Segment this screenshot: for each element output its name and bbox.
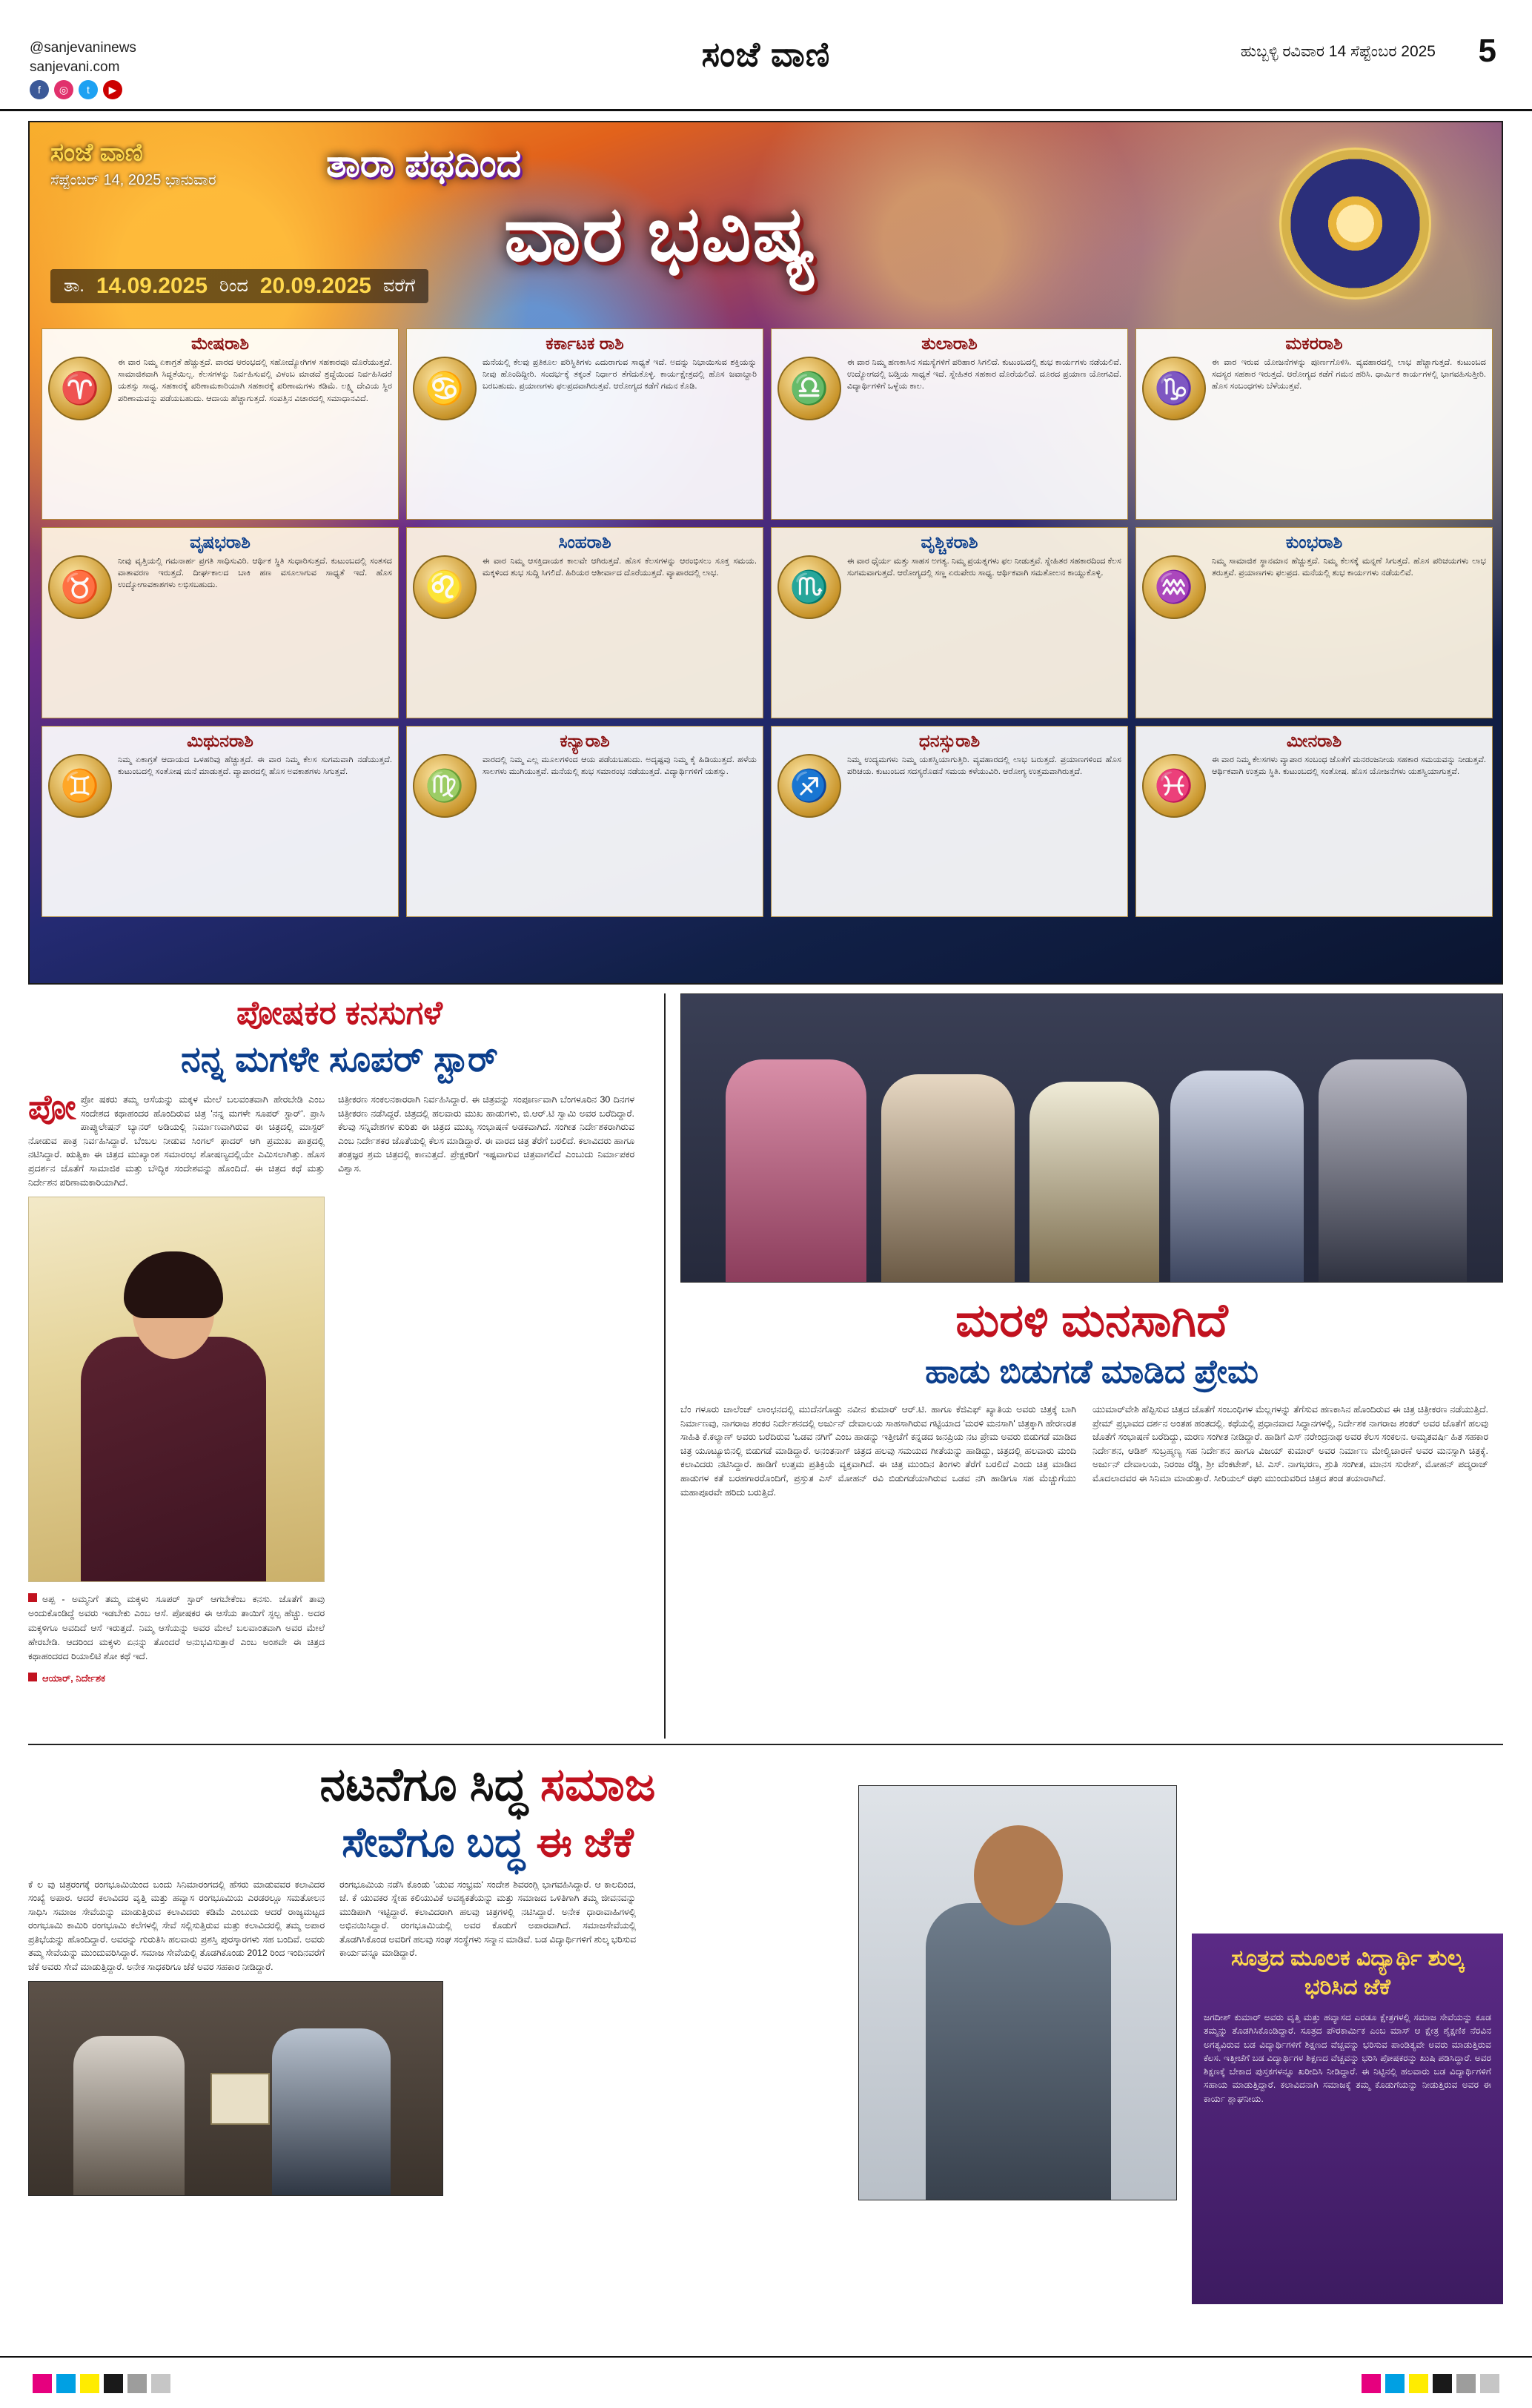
article-cinema: [28, 993, 651, 1739]
zodiac-name: ವೃಶ್ಚಿಕರಾಶಿ: [921, 532, 978, 552]
drop-cap: ಪೋ: [28, 1088, 76, 1126]
sagittarius-icon: ♐: [777, 754, 841, 818]
zodiac-name: ಧನಸ್ಸುರಾಶಿ: [918, 731, 981, 750]
portrait-head: [974, 1825, 1063, 1925]
zodiac-card-kumbha: [1135, 527, 1493, 718]
pullquote-text: ಅಪ್ಪ - ಅಮ್ಮನಿಗೆ ತಮ್ಮ ಮಕ್ಕಳು ಸೂಪರ್ ಸ್ಟಾರ್ ಆಗಬೇಕೆಂಬ ಕನಸು. ಜೊತೆಗೆ ತಾವು ಅಂದುಕೊಂಡಿದ್ದೆ ಅವರು ಇಡಬೇಕು ಎಂಬ ಆಸೆ. ಪೋಷಕರ ಈ ಆಸೆಯ ತಾಯಿಗೆ ಸ್ಫಲ್ಪ ಹೆಚ್ಚು. ಅದರ ಮಕ್ಕಳಿಗೂ ಅವದಿದೆ ಆಸೆ ಇರುತ್ತದೆ. ನಿಮ್ಮ ಆಸೆಯನ್ನು ಅವರ ಮೇಲೆ ಬಲವಾಂತವಾಗಿ ಅವರ ಮೇಲೆ ಹೇರಬೇಡಿ. ಆದರಿಂದ ಮಕ್ಕಳು ಏನನ್ನು ತೊಂದರೆ ಅನುಭವಿಸುತ್ತಾರೆ ಎಂಬ ಅಂಶವೇ ಈ ಚಿತ್ರದ ಕಥಾಹಂದರದ ರಿಯಾಲಿಟಿ ಶೋ ಕಥೆ ಇದೆ.: [28, 1594, 325, 1662]
pisces-icon: ♓: [1142, 754, 1206, 818]
zodiac-card-dhanassu: [771, 726, 1128, 917]
zodiac-name: ಕುಂಭರಾಶಿ: [1285, 532, 1343, 552]
facebook-icon[interactable]: f: [30, 80, 49, 99]
zodiac-card-mithuna: [42, 726, 399, 917]
color-swatches-right: [1362, 2374, 1499, 2393]
color-swatches-left: [33, 2374, 170, 2393]
zodiac-text: ನಿಮ್ಮ ಸಾಮಾಜಿಕ ಸ್ಥಾನಮಾನ ಹೆಚ್ಚುತ್ತದೆ. ನಿಮ್ಮ ಕೆಲಸಕ್ಕೆ ಮನ್ನಣೆ ಸಿಗುತ್ತದೆ. ಹೊಸ ಪರಿಚಯಗಳು ಲಾಭ ತರುತ್ತವೆ. ಪ್ರಯಾಣಗಳು ಫಲಪ್ರದ. ಮನೆಯಲ್ಲಿ ಶುಭ ಕಾರ್ಯಗಳು ನಡೆಯಲಿವೆ.: [1212, 557, 1486, 578]
zodiac-card-kanya: [406, 726, 763, 917]
social-handle: @sanjevaninews: [30, 40, 136, 56]
zodiac-text: ಈ ವಾರ ನಿಮ್ಮ ಆಸಕ್ತಿದಾಯಕ ಕಾಲವೇ ಆಗಿರುತ್ತದೆ. ಹೊಸ ಕೆಲಸಗಳನ್ನು ಆರಂಭಿಸಲು ಸೂಕ್ತ ಸಮಯ. ಮಕ್ಕಳಿಂದ ಶುಭ ಸುದ್ದಿ ಸಿಗಲಿದೆ. ಹಿರಿಯರ ಆಶೀರ್ವಾದ ದೊರೆಯುತ್ತದೆ. ವ್ಯಾಪಾರದಲ್ಲಿ ಲಾಭ.: [483, 557, 757, 578]
zodiac-name: ಮೀನರಾಶಿ: [1286, 731, 1342, 750]
youtube-icon[interactable]: ▶: [103, 80, 122, 99]
swatch-gray: [127, 2374, 147, 2393]
zodiac-name: ಸಿಂಹರಾಶಿ: [558, 532, 611, 552]
photo-subject-hair: [124, 1251, 223, 1318]
swatch-cyan: [56, 2374, 76, 2393]
aquarius-icon: ♒: [1142, 555, 1206, 619]
zodiac-text: ಈ ವಾರ ಧೈರ್ಯ ಮತ್ತು ಸಾಹಸ ಅಗತ್ಯ. ನಿಮ್ಮ ಪ್ರಯತ್ನಗಳು ಫಲ ನೀಡುತ್ತವೆ. ಸ್ನೇಹಿತರ ಸಹಕಾರದಿಂದ ಕೆಲಸ ಸುಗಮವಾಗುತ್ತದೆ. ಆರೋಗ್ಯದಲ್ಲಿ ಸಣ್ಣ ಏರುಪೇರು ಸಾಧ್ಯ. ಆರ್ಥಿಕವಾಗಿ ಸಮತೋಲನ ಕಾಯ್ದುಕೊಳ್ಳಿ.: [847, 557, 1121, 578]
swatch-magenta: [1362, 2374, 1381, 2393]
zodiac-name: ಕರ್ಕಾಟಕ ರಾಶಿ: [546, 334, 624, 353]
photo-person-left: [73, 2036, 185, 2195]
aries-icon: ♈: [48, 357, 112, 420]
swatch-magenta: [33, 2374, 52, 2393]
zodiac-card-vrushabha: [42, 527, 399, 718]
zodiac-card-simha: [406, 527, 763, 718]
credit-text: ಆಯಾರ್, ನಿರ್ದೇಶಕ: [42, 1673, 106, 1684]
zodiac-text: ನಿಮ್ಮ ಉದ್ಯಮಗಳು ನಿಮ್ಮ ಯಶಸ್ವಿಯಾಗುತ್ತಿರಿ. ವ್ಯವಹಾರದಲ್ಲಿ ಲಾಭ ಬರುತ್ತದೆ. ಪ್ರಯಾಣಗಳಿಂದ ಹೊಸ ಪರಿಚಯ. ಕುಟುಂಬದ ಸದಸ್ಯರೊಡನೆ ಸಮಯ ಕಳೆಯುವಿರಿ. ಆರೋಗ್ಯ ಉತ್ತಮವಾಗಿರುತ್ತದೆ.: [847, 755, 1121, 777]
actor-headline-line1: [28, 1759, 947, 1812]
gemini-icon: ♊: [48, 754, 112, 818]
twitter-icon[interactable]: t: [79, 80, 98, 99]
article-pullquote: [28, 1592, 325, 1664]
zodiac-card-meena: [1135, 726, 1493, 917]
photo-person-right: [272, 2028, 391, 2195]
photo-person-3: [1029, 1082, 1159, 1282]
masthead-title: ಸಂಜೆ ವಾಣಿ: [701, 35, 831, 73]
bottom-section: [28, 1756, 1503, 2312]
swatch-yellow: [80, 2374, 99, 2393]
portrait-body: [926, 1903, 1111, 2200]
horoscope-logo-date: ಸೆಪ್ಟೆಂಬರ್ 14, 2025 ಭಾನುವಾರ: [50, 172, 216, 188]
sidebar-headline: ಸೂತ್ರದ ಮೂಲಕ ವಿದ್ಯಾರ್ಥಿ ಶುಲ್ಕ ಭರಿಸಿದ ಜೆಕೆ: [1231, 1946, 1464, 2000]
scorpio-icon: ♏: [777, 555, 841, 619]
range-to: 20.09.2025: [259, 274, 371, 298]
zodiac-text: ನೀವು ವೃತ್ತಿಯಲ್ಲಿ ಗಮನಾರ್ಹ ಪ್ರಗತಿ ಸಾಧಿಸುವಿರಿ. ಆರ್ಥಿಕ ಸ್ಥಿತಿ ಸುಧಾರಿಸುತ್ತದೆ. ಕುಟುಂಬದಲ್ಲಿ ಸಂತಸದ ವಾತಾವರಣ ಇರುತ್ತದೆ. ದೀರ್ಘಕಾಲದ ಬಾಕಿ ಹಣ ವಸೂಲಾಗುವ ಸಾಧ್ಯತೆ ಇದೆ. ಹೊಸ ಉದ್ಯೋಗಾವಕಾಶಗಳು ಲಭಿಸಬಹುದು.: [118, 557, 392, 590]
swatch-yellow: [1409, 2374, 1428, 2393]
zodiac-card-tula: [771, 328, 1128, 520]
zodiac-text: ವಾರದಲ್ಲಿ ನಿಮ್ಮ ಎಲ್ಲ ಮೂಲಗಳಿಂದ ಆಯ ಪಡೆಯಬಹುದು. ಅದೃಷ್ಟವು ನಿಮ್ಮ ಕೈ ಹಿಡಿಯುತ್ತದೆ. ಹಳೆಯ ಸಾಲಗಳು ಮುಗಿಯುತ್ತವೆ. ಮನೆಯಲ್ಲಿ ಶುಭ ಸಮಾರಂಭ ನಡೆಯುತ್ತದೆ. ವಿದ್ಯಾರ್ಥಿಗಳಿಗೆ ಯಶಸ್ಸು.: [483, 755, 757, 777]
zodiac-text: ನಿಮ್ಮ ಏಕಾಗ್ರತೆ ಆದಾಯದ ಒಳಹರಿವು ಹೆಚ್ಚುತ್ತದೆ. ಈ ವಾರ ನಿಮ್ಮ ಕೆಲಸ ಸುಗಮವಾಗಿ ನಡೆಯುತ್ತದೆ. ಕುಟುಂಬದಲ್ಲಿ ಸಂತೋಷ ಮನೆ ಮಾಡುತ್ತದೆ. ವ್ಯಾಪಾರದಲ್ಲಿ ಹೊಸ ಅವಕಾಶಗಳು ಸಿಗುತ್ತವೆ.: [118, 755, 392, 777]
swatch-black: [1433, 2374, 1452, 2393]
headline-part-red: ಸಮಾಜ: [540, 1759, 656, 1810]
music-column-1: ಬೆಂ ಗಳೂರು ಚಾಲೆಂಜ್ ಲಾಂಛನದಲ್ಲಿ ಮುದೆನಗೊಡ್ಡು ನವೀನ ಕುಮಾರ್ ಆರ್.ಟಿ. ಹಾಗೂ ಕೆಜಿಎಫ್ ಖ್ಯಾತಿಯ ಅವರು ಚಿತ್ರಕ್ಕೆ ಬಾಗಿ ನಿರ್ಮಾಣವು, ನಾಗರಾಜ ಶಂಕರ ನಿರ್ದೇಶನದಲ್ಲಿ ಅರ್ಜುನ್ ದೇವಾಲಯ ಸಾಹಸಾಗಿರುವ ಗಟ್ಟಿಯಾದ 'ಮರಳಿ ಮನಸಾಗಿ' ಚಿತ್ರಕ್ಕಾಗಿ ಹೇರಣರತ ಸಾಹಿತಿ ಕೆ.ಕಲ್ಯಾಣ್ ಅವರು ಬರೆದಿರುವ 'ಒಡವ ನಗಿಗೆ' ಎಂಬ ಹಾಡನ್ನು ಇತ್ತೀಚೆಗೆ ಕನ್ನಡದ ಜನಪ್ರಿಯ ನಟ ಪ್ರೇಮ ಅವರು ಬಿಡುಗಡೆ ಮಾಡಿದ ಚಿತ್ರ ಯೂಟ್ಯೂಬಿನಲ್ಲಿ ಬಿಡುಗಡೆ ಮಾಡಿದ್ದಾರೆ. ಅನಂತನಾಗ್ ಚಿತ್ರದ ಹಲವು ಸಮಯದ ಗೀತೆಯನ್ನು ಹಾಡಿದ್ದು, ಚಿತ್ರದಲ್ಲಿ ಹಲವಾರು ಮಂದಿ ಕಲಾವಿದರು ನಟಿಸಿದ್ದಾರೆ. ಹಾಡಿಗೆ ಉತ್ತಮ ಪ್ರತಿಕ್ರಿಯೆ ವ್ಯಕ್ತವಾಗಿದೆ. ಈ ಚಿತ್ರ ಮುಂದಿನ ತಿಂಗಳು ತೆರೆಗೆ ಬರಲಿದೆ ಎಂದು ಚಿತ್ರ ಮಾಡಿದ ಹಾಡುಗಳ ಕತೆ ಬರಹಗಾರರೊಂದಿಗೆ, ಪ್ರಸ್ತುತ ಎಸ್ ಮೋಹನ್ ರವಿ ಬಿಡುಗಡೆಯಾಗಿರುವ ಒಡವ ನಗಿ ಹಾಡಿಗೂ ಸಹ ಮೆಚ್ಚುಗೆಯು ಮಹಾಪೂರವೇ ಹರಿದು ಬರುತ್ತಿದೆ.: [680, 1404, 1076, 1498]
section-divider: [28, 1744, 1503, 1745]
horoscope-title: ವಾರ ಭವಿಷ್ಯ: [504, 191, 818, 277]
actor-column-1: [28, 1878, 325, 2196]
zodiac-row: [42, 328, 1493, 520]
actor-portrait-photo: [858, 1785, 1177, 2200]
swatch-cyan: [1385, 2374, 1405, 2393]
music-column-2: ಯುಮಾರ್‌ವೇಶಿ ಹೆಪ್ಪಿಸುವ ಚಿತ್ರದ ಜೊತೆಗೆ ಸಂಬಂಧಿಗಳ ಮೆಲ್ಲಗಳನ್ನು ತೆಗೆಸುವ ಹಣಕಾಸಿನ ಹೊಂದಿರುವ ಈ ಚಿತ್ರ ಚಿತ್ರೀಕರಣ ನಡೆಯುತ್ತಿದೆ. ಪ್ರೇಮ್ ಪ್ರಭಾವದ ದರ್ಶನ ಅಂತಹ ಹಂತದಲ್ಲಿ. ಕಥೆಯಲ್ಲಿ ಪ್ರಧಾನವಾದ ಸಿದ್ಧಾನಗಳಲ್ಲಿ, ನಿರ್ದೇಶಕ ನಾಗರಾಜ ಶಂಕರ್ ಅವರ ಜೊತೆಗೆ ಹಲವು ಜೊತೆಗೆ ಸಂಭಾಷಣೆ ಬರೆದಿದ್ದು, ಮರಣ ಸಂಗೀತ ನೀಡಿದ್ದಾರೆ. ಹಾಡಿಗೆ ಎಸ್ ನರೇಂದ್ರನಾಥ ಅವರ ಕೆಲಸ ಸಂಕಲನ. ಅಮೃತವರ್ಷಿ ಹಿತ ಸಹಕಾರ ನಿರ್ದೇಶನ, ಆಡಿಶ್ ಸುಬ್ರಹ್ಮಣ್ಯ ಸಹ ನಿರ್ದೇಶನ ಹಾಗೂ ವಿಜಯ್ ಕುಮಾರ್ ಅವರ ನಿರ್ಮಾಣ ಮೇಲ್ವಿಚಾರಣೆ ಅವರ ಮನಸ್ಸಾಗಿ ಚಿತ್ರಕ್ಕೆ. ಅರ್ಜುನ್ ದೇವಾಲಯ, ನಿರಂಜ ರೆಡ್ಡಿ, ಶ್ರೀ ವೆಂಕಟೇಶ್, ಟಿ. ಎಸ್. ನಾಗಭರಣ, ಶ್ರುತಿ ಸಂಗೀತ, ಮಾನಸ ಸುರೇಶ್, ಮೋಹನ್ ಪದ್ಮರಾಜ್ ಮೊದಲಾದವರ ಈ ಸಿನಿಮಾ ಮಾಡುತ್ತಾರೆ. ಸೀರಿಯಲ್ ರಘು ಮುಂದುವರಿದ ಚಿತ್ರದ ತಂಡ ತಯಾರಾಗಿದೆ.: [1092, 1404, 1488, 1484]
horoscope-banner: [30, 122, 1502, 321]
zodiac-name: ತುಲಾರಾಶಿ: [921, 334, 978, 353]
article-headline: ನನ್ನ ಮಗಳೇ ಸೂಪರ್ ಸ್ಟಾರ್: [181, 1040, 498, 1079]
zodiac-name: ಮಕರರಾಶಿ: [1285, 334, 1343, 353]
page-number: 5: [1478, 33, 1496, 69]
article-credit: [28, 1671, 325, 1686]
headline-part-black: ನಟನೆಗೂ ಸಿದ್ಧ: [319, 1759, 528, 1810]
horoscope-date-range: [50, 269, 428, 303]
photo-person-2: [881, 1074, 1015, 1282]
cancer-icon: ♋: [413, 357, 477, 420]
newspaper-logo: [702, 34, 831, 76]
horoscope-logo-block: [50, 139, 216, 189]
headline-part-red2: ಈ ಜೆಕೆ: [536, 1819, 634, 1865]
zodiac-card-mesha: [42, 328, 399, 520]
zodiac-wheel-icon: [1279, 148, 1431, 300]
actor-photo-award: [28, 1981, 443, 2196]
article-kicker: ಪೋಷಕರ ಕನಸುಗಳೆ: [236, 995, 443, 1031]
headline-part-blue: ಸೇವೆಗೂ ಬದ್ಧ: [342, 1819, 525, 1865]
range-end: ವರೆಗೆ: [383, 276, 416, 296]
swatch-lightgray: [1480, 2374, 1499, 2393]
range-label-ta: ತಾ.: [64, 276, 84, 296]
zodiac-card-vrushchika: [771, 527, 1128, 718]
swatch-lightgray: [151, 2374, 170, 2393]
virgo-icon: ♍: [413, 754, 477, 818]
zodiac-card-karkataka: [406, 328, 763, 520]
zodiac-name: ಮಿಥುನರಾಶಿ: [187, 731, 253, 750]
bullet-square-icon: [28, 1673, 37, 1681]
capricorn-icon: ♑: [1142, 357, 1206, 420]
zodiac-text: ಈ ವಾರ ನಿಮ್ಮ ಹಣಕಾಸಿನ ಸಮಸ್ಯೆಗಳಿಗೆ ಪರಿಹಾರ ಸಿಗಲಿದೆ. ಕುಟುಂಬದಲ್ಲಿ ಶುಭ ಕಾರ್ಯಗಳು ನಡೆಯಲಿವೆ. ಉದ್ಯೋಗದಲ್ಲಿ ಬಡ್ತಿಯ ಸಾಧ್ಯತೆ ಇದೆ. ಸ್ನೇಹಿತರ ಸಹಕಾರ ದೊರೆಯಲಿದೆ. ದೂರದ ಪ್ರಯಾಣ ಯೋಗವಿದೆ. ವಿದ್ಯಾರ್ಥಿಗಳಿಗೆ ಒಳ್ಳೆಯ ಕಾಲ.: [847, 358, 1121, 391]
actor-column-2: ರಂಗಭೂಮಿಯ ನಡೆಸಿ ಕೊಂಡು 'ಯುವ ಸಂಭ್ರಮ' ಸಂದೇಶ ಶಿವರಂಗ್ಲಿ ಭಾಗವಹಿಸಿದ್ದಾರೆ. ಆ ಕಾಲದಿಂದ, ಜೆ. ಕೆ ಯುವಕರ ಸ್ನೇಹ ಕಲಿಯುವಿಕೆ ಅವಶ್ಯಕತೆಯನ್ನು ಮತ್ತು ಸಮಾಜದ ಒಳಿತಿಗಾಗಿ ತಮ್ಮ ಜೀವನವನ್ನು ಮುಡಿಪಾಗಿ ಇಟ್ಟಿದ್ದಾರೆ. ಕಲಾವಿದರಾಗಿ ಹಲವು ಚಿತ್ರಗಳಲ್ಲಿ ನಟಿಸಿದ್ದಾರೆ. ಅನೇಕ ಧಾರಾವಾಹಿಗಳಲ್ಲಿ ಅಭಿನಯಿಸಿದ್ದಾರೆ. ರಂಗಭೂಮಿಯಲ್ಲಿ ಅವರ ಕೊಡುಗೆ ಅಪಾರವಾಗಿದೆ. ಸಮಾಜಸೇವೆಯಲ್ಲಿ ತೊಡಗಿಸಿಕೊಂಡ ಅವರಿಗೆ ಹಲವು ಸಂಘ ಸಂಸ್ಥೆಗಳು ಸನ್ಮಾನ ಮಾಡಿವೆ. ಬಡ ವಿದ್ಯಾರ್ಥಿಗಳಿಗೆ ಶುಲ್ಕ ಭರಿಸುವ ಕಾರ್ಯವನ್ನೂ ಮಾಡಿದ್ದಾರೆ.: [339, 1879, 636, 1959]
horoscope-logo: ಸಂಜೆ ವಾಣಿ: [50, 139, 143, 167]
masthead: [0, 0, 1532, 111]
zodiac-text: ಮನೆಯಲ್ಲಿ ಕೆಲವು ಪ್ರತಿಕೂಲ ಪರಿಸ್ಥಿತಿಗಳು ಎದುರಾಗುವ ಸಾಧ್ಯತೆ ಇದೆ. ಅದನ್ನು ನಿಭಾಯಿಸುವ ಶಕ್ತಿಯನ್ನು ನೀವು ಹೊಂದಿದ್ದೀರಿ. ಸಂದರ್ಭಕ್ಕೆ ತಕ್ಕಂತೆ ನಿರ್ಧಾರ ತೆಗೆದುಕೊಳ್ಳಿ. ಕಾರ್ಯಕ್ಷೇತ್ರದಲ್ಲಿ ಹೊಸ ಜವಾಬ್ದಾರಿ ಬರಬಹುದು. ಪ್ರಯಾಣಗಳು ಫಲಪ್ರದವಾಗಿರುತ್ತವೆ. ಆರೋಗ್ಯದ ಕಡೆಗೆ ಗಮನ ಕೊಡಿ.: [483, 358, 757, 391]
article-column-2: ಚಿತ್ರೀಕರಣ ಸಂಕಲನಕಾರರಾಗಿ ನಿರ್ವಹಿಸಿದ್ದಾರೆ. ಈ ಚಿತ್ರವನ್ನು ಸಂಪೂರ್ಣವಾಗಿ ಬೆಂಗಳೂರಿನ 30 ದಿನಗಳ ಚಿತ್ರೀಕರಣ ನಡೆಸಿದ್ದರೆ. ಚಿತ್ರದಲ್ಲಿ ಹಲವಾರು ಮುಖ ಹಾಡುಗಳು, ಬಿ.ಆರ್.ಟಿ ಸ್ವಾಮಿ ಅವರ ಬರೆದಿದ್ದಾರೆ. ಕೆಲವು ಸನ್ನಿವೇಶಗಳ ಕುರಿತು ಈ ಚಿತ್ರದ ಮುಖ್ಯ ಸಂಭಾಷಣೆ ಅಡಕವಾಗಿದೆ. ಸಂಗೀತ ನಿರ್ದೇಶಕರಾಗಿರುವ ಎಂಬ ನಿರ್ದೇಶಕರ ಜೊತೆಯಲ್ಲಿ ಕೆಲಸ ಮಾಡಿದ್ದಾರೆ. ಈ ವಾರದ ಚಿತ್ರ ತೆರೆಗೆ ಬರಲಿದೆ. ಕಲಾವಿದರು ಹಾಗೂ ತಂತ್ರಜ್ಞರ ಶ್ರಮ ಚಿತ್ರದಲ್ಲಿ ಕಾಣುತ್ತದೆ. ಪ್ರೇಕ್ಷಕರಿಗೆ ಇಷ್ಟವಾಗುವ ಚಿತ್ರವಾಗಲಿದೆ ಎಂಬುದು ನಿರ್ಮಾಪಕರ ವಿಶ್ವಾಸ.: [338, 1094, 634, 1174]
taurus-icon: ♉: [48, 555, 112, 619]
social-handle-block: [30, 39, 136, 76]
photo-subject-body: [81, 1337, 266, 1581]
photo-certificate: [210, 2073, 270, 2125]
horoscope-section: [28, 121, 1503, 985]
zodiac-sign-grid: [42, 328, 1493, 924]
zodiac-text: ಈ ವಾರ ನಿಮ್ಮ ಕೆಲಸಗಳು ವ್ಯಾಪಾರ ಸಂಬಂಧ ಜೊತೆಗೆ ಮನರಂಜನೀಯ ಸಹಕಾರ ಸಮಯವನ್ನು ನೀಡುತ್ತವೆ. ಆರ್ಥಿಕವಾಗಿ ಉತ್ತಮ ಸ್ಥಿತಿ. ಕುಟುಂಬದಲ್ಲಿ ಸಂತೋಷ. ಹೊಸ ಯೋಜನೆಗಳು ಯಶಸ್ವಿಯಾಗುತ್ತವೆ.: [1212, 755, 1486, 777]
horoscope-kicker: ತಾರಾ ಪಥದಿಂದ: [326, 142, 522, 185]
libra-icon: ♎: [777, 357, 841, 420]
zodiac-text: ಈ ವಾರ ಇರುವ ಯೋಜನೆಗಳನ್ನು ಪೂರ್ಣಗೊಳಿಸಿ. ವ್ಯವಹಾರದಲ್ಲಿ ಲಾಭ ಹೆಚ್ಚಾಗುತ್ತದೆ. ಕುಟುಂಬದ ಸದಸ್ಯರ ಸಹಕಾರ ಇರುತ್ತದೆ. ಆರೋಗ್ಯದ ಕಡೆಗೆ ಗಮನ ಹರಿಸಿ. ಧಾರ್ಮಿಕ ಕಾರ್ಯಗಳಲ್ಲಿ ಭಾಗವಹಿಸುತ್ತೀರಿ. ಹೊಸ ಸಂಬಂಧಗಳು ಬೆಳೆಯುತ್ತವೆ.: [1212, 358, 1486, 391]
article-body-1: ಪ್ರೋ ಷಕರು ತಮ್ಮ ಆಸೆಯನ್ನು ಮಕ್ಕಳ ಮೇಲೆ ಬಲವಂತವಾಗಿ ಹೇರಬೇಡಿ ಎಂಬ ಸಂದೇಶದ ಕಥಾಹಂದರ ಹೊಂದಿರುವ ಚಿತ್ರ 'ನನ್ನ ಮಗಳೇ ಸೂಪರ್ ಸ್ಟಾರ್'. ಪ್ರಾಸಿ ಪಾಪ್ಯುಲೇಷನ್ ಬ್ಯಾನರ್ ಅಡಿಯಲ್ಲಿ ನಿರ್ಮಾಣವಾಗಿರುವ ಈ ಚಿತ್ರದಲ್ಲಿ ಮಾಸ್ಟರ್ ನೋಡುವ ಪಾತ್ರ ನಿರ್ವಹಿಸಿದ್ದಾರೆ. ಬೆಂಬಲ ನೀಡುವ ಸಿಂಗಲ್ ಫಾದರ್ ಆಗಿ ಪ್ರಮುಖ ಪಾತ್ರದಲ್ಲಿ ನಟಿಸಿದ್ದಾರೆ. ಋತ್ವಿಕಾ ಈ ಚಿತ್ರದ ಮುಖ್ಯಾಂಶ ಸಮಾರಂಭ ಶೋಷಣ್ಯದಲ್ಲಿಯೇ ಎಮಿಸಲಾಗಿತ್ತು. ಹೊಸ ಪ್ರದರ್ಶನ ಜೊತೆಗೆ ಸಾಮಾಜಿಕ ಮತ್ತು ಬೌದ್ಧಿಕ ಸಂದೇಶವನ್ನು ಹೊಂದಿದೆ. ಈ ಚಿತ್ರದ ಕಥೆ ಮತ್ತು ನಿರ್ದೇಶನ ಪರಿಣಾಮಕಾರಿಯಾಗಿದೆ.: [28, 1094, 325, 1188]
article-music: [680, 993, 1503, 1739]
music-headline-1: ಮರಳಿ ಮನಸಾಗಿದೆ: [955, 1295, 1228, 1346]
zodiac-name: ವೃಷಭರಾಶಿ: [190, 532, 251, 552]
actor-body-1: ಕೆ ಲ ವು ಚಿತ್ರರಂಗಕ್ಕೆ ರಂಗಭೂಮಿಯಿಂದ ಬಂದು ಸಿನಿಮಾರಂಗದಲ್ಲಿ ಹೆಸರು ಮಾಡುವವರ ಕಲಾವಿದರ ಸಂಖ್ಯೆ ಅಪಾರ. ಆದರೆ ಕಲಾವಿದರ ವೃತ್ತಿ ಮತ್ತು ಹವ್ಯಾಸ ರಂಗಭೂಮಿಯ ಎರಡರಲ್ಲೂ ಸಮತೋಲನ ಸಾಧಿಸಿ ಸಮಾಜ ಸೇವೆಯನ್ನು ಮಾಡುತ್ತಿರುವ ಕಲಾವಿದರು ಕಡಿಮೆ ಎಂಬುದು ಆದರೆ ರಾಜ್ಯಮಟ್ಟದ ರಂಗಭೂಮಿ ಕಾಮಿರಿ ರಂಗಭೂಮಿ ಕಲೆಗಳಲ್ಲಿ ಸೇವೆ ಸಲ್ಲಿಸುತ್ತಿರುವ ಮತ್ತು ಕಲಾವಿದರಲ್ಲಿ ತಮ್ಮ ಅಪಾರ ಪ್ರತಿಭೆಯನ್ನು ಹೊಂದಿದ್ದಾರೆ. ಅವರನ್ನು ಗುರುತಿಸಿ ಹಲವಾರು ಪ್ರಶಸ್ತಿ ಪುರಸ್ಕಾರಗಳು ಸಹ ಬಂದಿವೆ. ಅವರು ತಮ್ಮ ಸೇವೆಯನ್ನು ಮುಂದುವರಿಸಿದ್ದಾರೆ. ಸಮಾಜ ಸೇವೆಯಲ್ಲಿ ತೊಡಗಿಕೊಂಡು 2012 ರಿಂದ ಇಂದಿನವರೆಗೆ ಜೆಕೆ ಅವರು ಸೇವೆ ಮಾಡುತ್ತಿದ್ದಾರೆ. ಅನೇಕ ಸಾಧಕರಿಗೂ ಜೆಕೆ ಅವರ ಸಹಕಾರ ನೀಡಿದ್ದಾರೆ.: [28, 1879, 325, 1972]
bullet-square-icon: [28, 1593, 37, 1602]
photo-person-4: [1170, 1071, 1304, 1282]
article-photo-girl: [28, 1197, 325, 1582]
photo-person-1: [726, 1059, 866, 1282]
sidebar-body: ಜಗದೀಶ್ ಕುಮಾರ್ ಅವರು ವೃತ್ತಿ ಮತ್ತು ಹವ್ಯಾಸದ ಎರಡೂ ಕ್ಷೇತ್ರಗಳಲ್ಲಿ ಸಮಾಜ ಸೇವೆಯನ್ನು ಕೂಡ ತಮ್ಮನ್ನು ತೊಡಗಿಸಿಕೊಂಡಿದ್ದಾರೆ. ಸೂತ್ರದ ಪೌರಕಾರ್ಮಿಕ ಎಂಬ ಮಾಸ್ ಆ ಕ್ಷೇತ್ರ ಶೈಕ್ಷಣಿಕ ನೆರವಿನ ಅಗತ್ಯವಿರುವ ಬಡ ವಿದ್ಯಾರ್ಥಿಗಳಿಗೆ ಶಿಕ್ಷಣದ ವೆಚ್ಚವನ್ನು ಭರಿಸುವ ಪಾಂಡಿತ್ಯವೇ ಅವರು ಮಾಡುತ್ತಿರುವ ಕೆಲಸ. ಇತ್ತೀಚೆಗೆ ಬಡ ವಿದ್ಯಾರ್ಥಿಗಳ ಶಿಕ್ಷಣದ ವೆಚ್ಚವನ್ನು ಭರಿಸಿ ಪೋಷಕರನ್ನು ಖುಷಿ ಪಡಿಸಿದ್ದಾರೆ. ಅವರ ಶಿಕ್ಷಣಕ್ಕೆ ಬೇಕಾದ ಪುಸ್ತಕಗಳನ್ನೂ ಖರೀದಿಸಿ ನೀಡಿದ್ದಾರೆ. ಈ ನಿಟ್ಟಿನಲ್ಲಿ ಹಲವಾರು ಬಡ ವಿದ್ಯಾರ್ಥಿಗಳಿಗೆ ಸಹಾಯ ಮಾಡುತ್ತಿದ್ದಾರೆ. ಕಲಾವಿದನಾಗಿ ಸಮಾಜಕ್ಕೆ ತಮ್ಮ ಕೊಡುಗೆಯನ್ನು ನೀಡುತ್ತಿರುವ ಅವರ ಈ ಕಾರ್ಯ ಶ್ಲಾಘನೀಯ.: [1204, 2012, 1491, 2104]
actor-headline-line2: [28, 1818, 947, 1868]
zodiac-name: ಕನ್ಯಾರಾಶಿ: [560, 731, 610, 750]
zodiac-name: ಮೇಷರಾಶಿ: [191, 334, 249, 353]
zodiac-text: ಈ ವಾರ ನಿಮ್ಮ ಏಕಾಗ್ರತೆ ಹೆಚ್ಚುತ್ತದೆ. ವಾರದ ಆರಂಭದಲ್ಲಿ ಸಹೋದ್ಯೋಗಿಗಳ ಸಹಕಾರವೂ ದೊರೆಯುತ್ತದೆ. ಸಾಮಾಜಿಕವಾಗಿ ಸಿದ್ಧತೆಯಿಲ್ಲ. ಕೆಲಸಗಳನ್ನು ನಿರ್ವಹಿಸುವಲ್ಲಿ ವಿಳಂಬ ಮಾಡದೆ ಶ್ರದ್ಧೆಯಿಂದ ನಿರ್ವಹಿಸಿದರೆ ಯಶಸ್ಸು ಸಾಧ್ಯ. ಸಹಕಾರಕ್ಕೆ ಪರಿಣಾಮಕಾರಿಯಾಗಿ ಸಹಕಾರಕ್ಕೆ ಪರಿಣಾಮಗಳು ಕಡಿಮೆ. ಲಕ್ಷ್ಮಿ ದೇವಿಯ ಸ್ಥಿರ ಪರಿಣಾಮವನ್ನು ಪಡೆಯಬಹುದು. ಆದಾಯ ಹೆಚ್ಚಾಗುತ್ತದೆ. ಸಂಪತ್ತಿನ ವಿಚಾರದಲ್ಲಿ ಸಮಾಧಾನವಿದೆ.: [118, 358, 392, 403]
sidebar-fee-story: [1192, 1934, 1503, 2304]
swatch-gray: [1456, 2374, 1476, 2393]
zodiac-row: [42, 726, 1493, 917]
article-photo-group: [680, 993, 1503, 1283]
swatch-black: [104, 2374, 123, 2393]
website-url: sanjevani.com: [30, 59, 120, 75]
range-from: 14.09.2025: [96, 274, 208, 298]
photo-person-5: [1319, 1059, 1467, 1282]
footer-bar: [0, 2356, 1532, 2408]
zodiac-row: [42, 527, 1493, 718]
music-headline-2: ಹಾಡು ಬಿಡುಗಡೆ ಮಾಡಿದ ಪ್ರೇಮ: [925, 1354, 1259, 1390]
edition-date: ಹುಬ್ಬಳ್ಳಿ ರವಿವಾರ 14 ಸೆಪ್ಟೆಂಬರ 2025: [1240, 43, 1436, 60]
column-divider: [664, 993, 666, 1739]
article-column-1: [28, 1088, 325, 1686]
instagram-icon[interactable]: ◎: [54, 80, 73, 99]
social-icons[interactable]: [30, 80, 122, 99]
zodiac-card-makara: [1135, 328, 1493, 520]
leo-icon: ♌: [413, 555, 477, 619]
middle-section: [28, 993, 1503, 1742]
range-mid: ರಿಂದ: [219, 276, 248, 296]
